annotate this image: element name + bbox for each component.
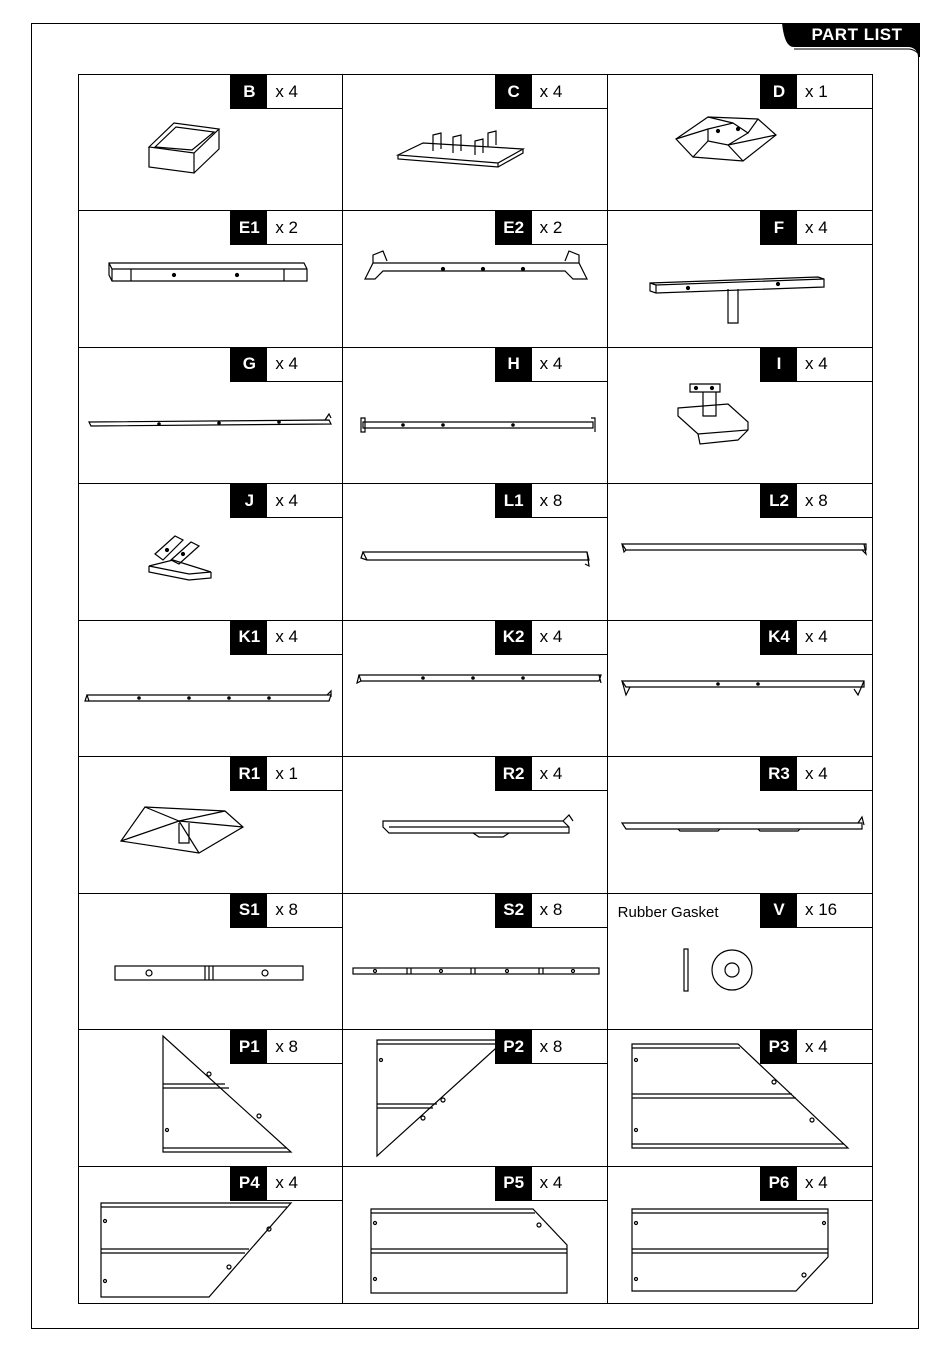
part-code: P2: [496, 1030, 532, 1063]
rail-part-icon: [608, 787, 872, 893]
part-code: P6: [761, 1167, 797, 1200]
part-code: P5: [496, 1167, 532, 1200]
part-cell-f: [608, 211, 872, 347]
angled-rail-part-icon: [343, 241, 607, 347]
connector-bracket-part-icon: [79, 514, 343, 620]
part-code: J: [231, 484, 267, 517]
part-quantity: x 4: [805, 1036, 828, 1056]
part-quantity: x 4: [539, 627, 563, 647]
part-cell-e1: [79, 211, 343, 347]
part-badge: [495, 211, 607, 245]
part-cell-i: [608, 348, 872, 484]
part-badge: [760, 894, 872, 928]
part-badge: [760, 211, 872, 245]
part-quantity: x 4: [275, 490, 299, 510]
part-badge: [760, 621, 872, 655]
part-badge: [495, 757, 607, 791]
part-code: G: [231, 348, 267, 381]
part-badge: [230, 75, 342, 109]
long-rail-part-icon: [608, 514, 872, 620]
part-code: K2: [496, 621, 532, 654]
rail-part-icon: [343, 651, 607, 757]
part-badge: [230, 211, 342, 245]
part-code: H: [496, 348, 532, 381]
rubber-gasket-label: Rubber Gasket: [617, 903, 719, 921]
part-code: E2: [496, 211, 532, 244]
part-code: P4: [231, 1167, 267, 1200]
panel-part-icon: [608, 1167, 872, 1303]
part-quantity: x 1: [805, 81, 828, 101]
part-quantity: x 4: [805, 763, 828, 783]
part-cell-l1: [343, 484, 607, 620]
flat-strip-part-icon: [343, 924, 607, 1030]
part-quantity: x 8: [539, 1036, 563, 1056]
part-cell-p4: [79, 1167, 343, 1303]
open-box-part-icon: [79, 105, 343, 211]
part-list-title: PART LIST: [811, 25, 903, 44]
part-badge: [495, 894, 607, 928]
part-quantity: x 4: [275, 81, 299, 101]
part-quantity: x 8: [539, 900, 563, 920]
part-code: K1: [231, 621, 267, 654]
part-badge: [230, 484, 342, 518]
part-quantity: x 8: [275, 900, 299, 920]
part-cell-d: [608, 75, 872, 211]
part-cell-r3: [608, 757, 872, 893]
part-badge: [230, 348, 342, 382]
part-cell-r2: [343, 757, 607, 893]
part-quantity: x 2: [539, 217, 563, 237]
part-cell-e2: [343, 211, 607, 347]
part-quantity: x 4: [275, 1173, 299, 1193]
part-code: C: [496, 75, 532, 108]
part-badge: [760, 757, 872, 791]
part-cell-p3: [608, 1030, 872, 1166]
part-quantity: x 4: [805, 217, 828, 237]
long-bar-part-icon: [343, 378, 607, 484]
part-quantity: x 4: [539, 763, 563, 783]
part-quantity: x 1: [275, 763, 299, 783]
square-tube-beam-part-icon: [79, 241, 343, 347]
part-badge: [495, 621, 607, 655]
part-badge: [230, 757, 342, 791]
t-beam-part-icon: [608, 241, 872, 347]
part-code: R3: [761, 757, 797, 790]
part-cell-l2: [608, 484, 872, 620]
part-code: L2: [761, 484, 797, 517]
part-code: S2: [496, 894, 532, 927]
part-cell-p6: [608, 1167, 872, 1303]
part-cell-k1: [79, 621, 343, 757]
part-code: V: [761, 894, 797, 927]
part-quantity: x 2: [275, 217, 299, 237]
part-cell-b: [79, 75, 343, 211]
part-quantity: x 8: [275, 1036, 299, 1056]
parts-grid: [78, 74, 873, 1304]
trapezoid-panel-part-icon: [79, 1167, 343, 1303]
part-code: S1: [231, 894, 267, 927]
part-code: E1: [231, 211, 267, 244]
part-cell-p1: [79, 1030, 343, 1166]
hex-roof-cap-part-icon: [608, 105, 872, 211]
part-quantity: x 4: [539, 81, 563, 101]
part-cell-s2: [343, 894, 607, 1030]
part-cell-j: [79, 484, 343, 620]
part-code: R1: [231, 757, 267, 790]
part-code: P1: [231, 1030, 267, 1063]
part-badge: [760, 484, 872, 518]
rubber-gasket-icon: [608, 924, 872, 1030]
part-quantity: x 4: [805, 354, 828, 374]
part-cell-k4: [608, 621, 872, 757]
part-badge: [230, 894, 342, 928]
part-cell-p5: [343, 1167, 607, 1303]
part-quantity: x 8: [539, 490, 563, 510]
part-quantity: x 4: [275, 627, 299, 647]
part-code: D: [761, 75, 797, 108]
part-cell-g: [79, 348, 343, 484]
panel-part-icon: [343, 1167, 607, 1303]
part-cell-v: [608, 894, 872, 1030]
flat-strip-part-icon: [79, 924, 343, 1030]
part-code: K4: [761, 621, 797, 654]
part-badge: [760, 75, 872, 109]
rail-part-icon: [608, 651, 872, 757]
part-badge: [495, 348, 607, 382]
short-rail-part-icon: [343, 514, 607, 620]
part-quantity: x 4: [805, 1173, 828, 1193]
part-cell-c: [343, 75, 607, 211]
long-rail-part-icon: [79, 378, 343, 484]
part-cell-s1: [79, 894, 343, 1030]
part-code: B: [231, 75, 267, 108]
base-plate-bracket-part-icon: [343, 105, 607, 211]
part-code: I: [761, 348, 797, 381]
part-code: P3: [761, 1030, 797, 1063]
part-code: L1: [496, 484, 532, 517]
corner-bracket-part-icon: [608, 378, 872, 484]
part-quantity: x 4: [275, 354, 299, 374]
triangle-panel-part-icon: [79, 1030, 343, 1166]
part-quantity: x 8: [805, 490, 828, 510]
trapezoid-panel-part-icon: [608, 1030, 872, 1166]
part-quantity: x 4: [539, 1173, 563, 1193]
roof-frame-part-icon: [79, 787, 343, 893]
part-quantity: x 4: [805, 627, 828, 647]
part-cell-k2: [343, 621, 607, 757]
part-cell-r1: [79, 757, 343, 893]
part-badge: [760, 348, 872, 382]
rail-part-icon: [79, 651, 343, 757]
part-quantity: x 4: [539, 354, 563, 374]
triangle-panel-part-icon: [343, 1030, 607, 1166]
part-badge: [495, 484, 607, 518]
part-code: R2: [496, 757, 532, 790]
part-quantity: x 16: [805, 900, 838, 920]
part-badge: [495, 75, 607, 109]
curved-rail-part-icon: [343, 787, 607, 893]
part-badge: [230, 621, 342, 655]
part-code: F: [761, 211, 797, 244]
part-cell-p2: [343, 1030, 607, 1166]
part-cell-h: [343, 348, 607, 484]
